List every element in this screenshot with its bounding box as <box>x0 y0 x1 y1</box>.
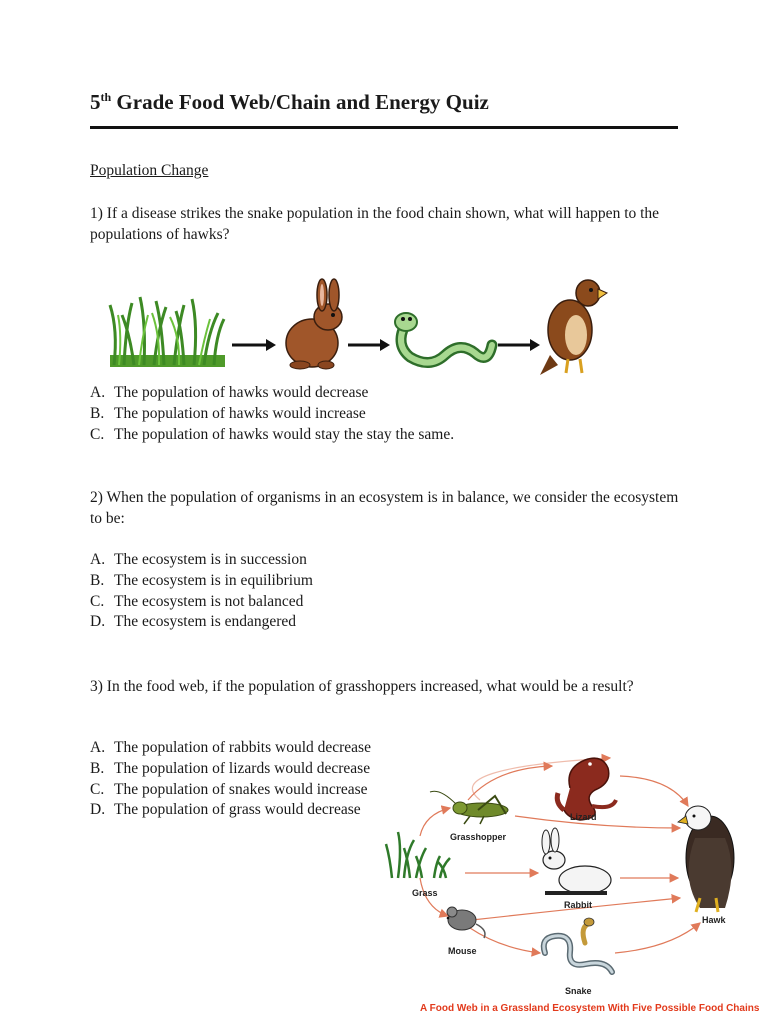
option-letter: A. <box>90 551 106 568</box>
arrow-rabbit-to-snake <box>348 339 390 351</box>
food-web-diagram <box>380 748 765 1018</box>
hawk-icon <box>540 280 607 375</box>
option-2c[interactable] <box>90 592 313 613</box>
food-web-snake-icon <box>544 918 612 972</box>
arrow-grasshopper-to-lizard <box>468 766 552 800</box>
option-text: The population of lizards would decrease <box>114 759 371 777</box>
option-letter: D. <box>90 801 106 819</box>
grass-label: Grass <box>412 888 438 898</box>
arrow-lizard-to-hawk <box>620 776 688 806</box>
arrow-snake-to-hawk <box>615 923 700 953</box>
option-text: The ecosystem is endangered <box>114 613 297 631</box>
section-title: Population Change <box>90 162 209 179</box>
food-web-rabbit-icon <box>542 828 611 895</box>
option-1a[interactable] <box>90 383 454 404</box>
title-rest: Grade Food Web/Chain and Energy Quiz <box>111 90 489 114</box>
option-text: The population of hawks would increase <box>114 404 366 422</box>
arrow-grass-to-grasshopper <box>420 808 450 836</box>
option-letter: D. <box>90 613 106 631</box>
snake-icon <box>395 313 492 363</box>
grass-cluster-icon <box>386 832 450 878</box>
option-text: The population of snakes would increase <box>114 780 368 798</box>
option-3b[interactable] <box>90 759 371 780</box>
arrow-mouse-to-snake <box>470 928 540 953</box>
grasshopper-icon <box>430 791 508 824</box>
question-1-options <box>90 383 454 445</box>
option-3c[interactable] <box>90 780 371 801</box>
title-underline <box>90 126 678 129</box>
food-chain-illustration <box>100 275 620 380</box>
food-web-hawk-icon <box>678 806 734 912</box>
food-web-caption: A Food Web in a Grassland Ecosystem With Five Possible Food Chains <box>420 1003 760 1014</box>
option-text: The population of grass would decrease <box>114 801 361 819</box>
option-3a[interactable] <box>90 738 371 759</box>
rabbit-label: Rabbit <box>564 900 592 910</box>
option-text: The population of hawks would decrease <box>114 384 369 401</box>
option-text: The ecosystem is in equilibrium <box>114 571 313 589</box>
option-text: The ecosystem is in succession <box>114 551 307 568</box>
option-2a[interactable] <box>90 550 313 571</box>
option-2d[interactable] <box>90 612 313 633</box>
lizard-icon <box>557 758 616 820</box>
option-letter: C. <box>90 425 105 443</box>
question-3-options <box>90 738 371 821</box>
option-letter: B. <box>90 571 105 589</box>
option-text: The population of rabbits would decrease <box>114 739 371 756</box>
mouse-label: Mouse <box>448 946 477 956</box>
hawk-label: Hawk <box>702 915 726 925</box>
question-3: 3) In the food web, if the population of grasshoppers increased, what would be a result? <box>90 678 634 695</box>
option-letter: B. <box>90 404 105 422</box>
option-text: The population of hawks would stay the stay the same. <box>114 425 455 443</box>
lizard-label: Lizard <box>570 812 597 822</box>
option-letter: A. <box>90 739 106 756</box>
option-2b[interactable] <box>90 571 313 592</box>
option-1b[interactable] <box>90 404 454 425</box>
option-text: The ecosystem is not balanced <box>114 592 304 610</box>
arrow-snake-to-hawk <box>498 339 540 351</box>
rabbit-icon <box>286 279 342 369</box>
title-superscript: th <box>100 90 112 104</box>
arrow-grasshopper-to-hawk <box>515 816 680 828</box>
option-letter: B. <box>90 759 105 777</box>
option-3d[interactable] <box>90 800 371 821</box>
arrow-grass-to-rabbit <box>232 339 276 351</box>
question-2-options <box>90 550 313 633</box>
option-letter: C. <box>90 780 105 798</box>
option-1c[interactable] <box>90 425 454 446</box>
question-2: 2) When the population of organisms in an ecosystem is in balance, we consider the ecosystem to be: <box>90 489 679 527</box>
grasshopper-label: Grasshopper <box>450 832 507 842</box>
snake-label: Snake <box>565 986 592 996</box>
title-prefix: 5 <box>90 90 101 114</box>
page-title <box>90 90 489 115</box>
option-letter: A. <box>90 384 106 401</box>
grass-icon <box>110 297 225 367</box>
option-letter: C. <box>90 592 105 610</box>
question-1: 1) If a disease strikes the snake population in the food chain shown, what will happen to the populations of hawks? <box>90 205 660 243</box>
